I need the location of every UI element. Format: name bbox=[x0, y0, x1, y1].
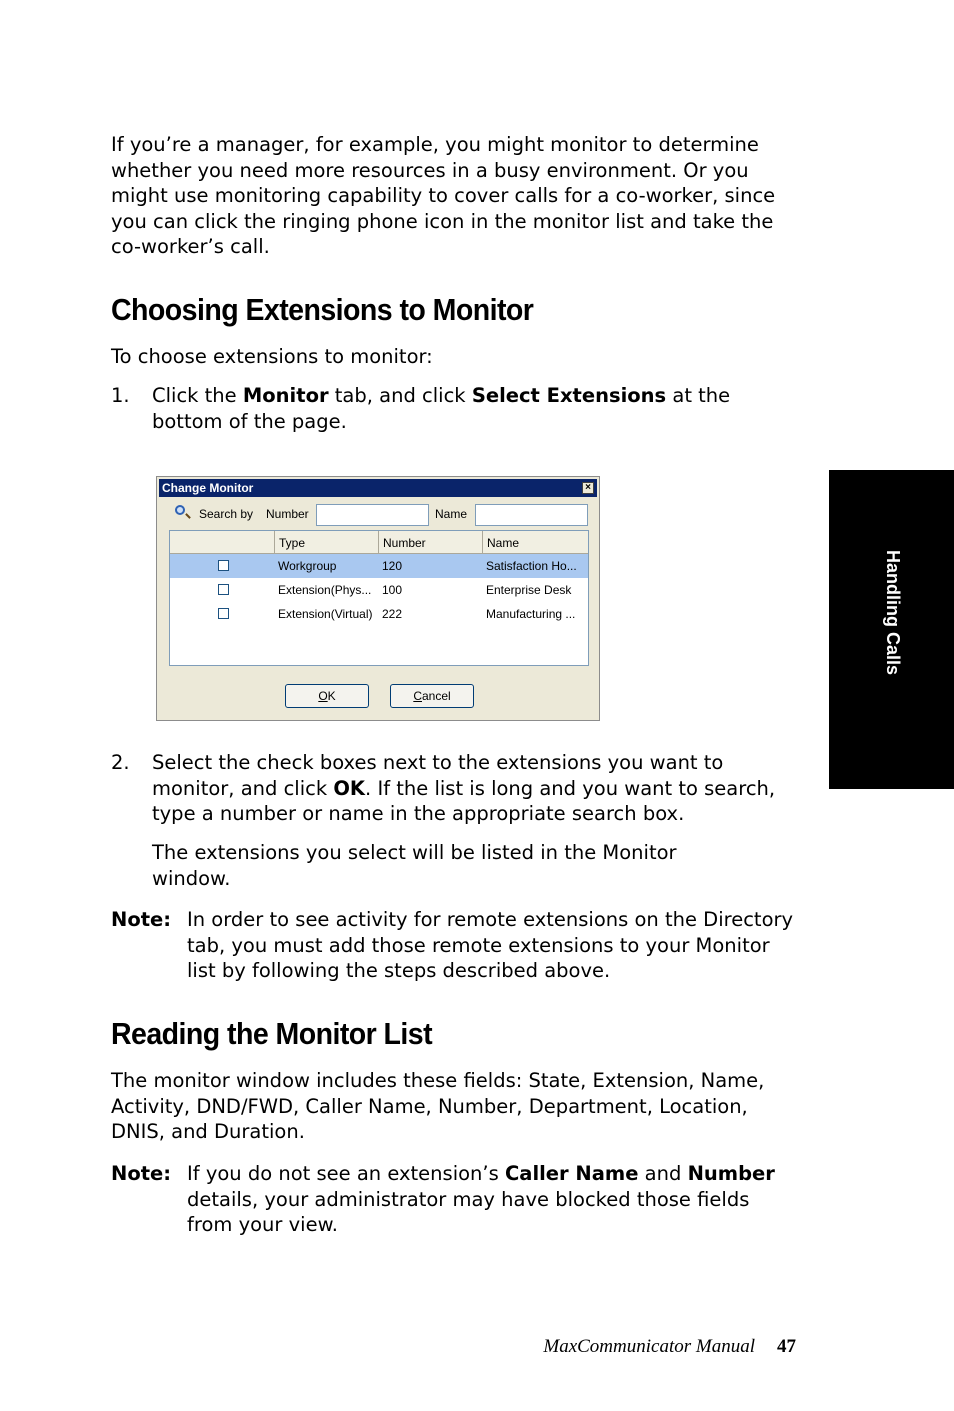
section-2-body: The monitor window includes these fields: State, Extension, Name, Activity, DND/FWD, Caller Name, Number, Department, Location, DNIS, and Duration. bbox=[111, 1069, 765, 1143]
page-footer bbox=[500, 1336, 796, 1358]
row-checkbox[interactable] bbox=[218, 584, 229, 595]
ok-button[interactable]: OK bbox=[285, 684, 369, 708]
column-header-type[interactable]: Type bbox=[274, 531, 378, 553]
note-text: In order to see activity for remote extensions on the Directory tab, you must add those remote extensions to your Monitor list by following the steps described above. bbox=[187, 908, 794, 982]
note-text: If you do not see an extension’s Caller Name and Number details, your administrator may have blocked those fields from your view. bbox=[187, 1162, 775, 1236]
column-header-name[interactable]: Name bbox=[482, 531, 588, 553]
footer-manual-title: MaxCommunicator Manual bbox=[543, 1336, 755, 1357]
section-heading-choosing-extensions: Choosing Extensions to Monitor bbox=[111, 292, 534, 327]
dialog-title-bar bbox=[159, 479, 597, 497]
note-label: Note: bbox=[111, 908, 172, 931]
column-header-number[interactable]: Number bbox=[378, 531, 482, 553]
row-checkbox[interactable] bbox=[218, 560, 229, 571]
number-search-input[interactable] bbox=[316, 504, 429, 526]
step-2-text: Select the check boxes next to the extensions you want to monitor, and click OK. If the list is long and you want to search, type a number or name in the appropriate search box. bbox=[152, 751, 776, 825]
close-icon[interactable]: × bbox=[582, 482, 594, 494]
search-icon bbox=[175, 505, 185, 515]
grid-header bbox=[170, 531, 588, 554]
extensions-grid bbox=[169, 530, 589, 666]
cancel-button[interactable]: Cancel bbox=[390, 684, 474, 708]
number-label: Number bbox=[266, 507, 309, 521]
chapter-side-tab bbox=[829, 470, 954, 789]
section-heading-reading-monitor-list: Reading the Monitor List bbox=[111, 1016, 433, 1051]
step-2-followup: The extensions you select will be listed in the Monitor window. bbox=[152, 841, 677, 890]
row-name: Enterprise Desk bbox=[486, 583, 572, 597]
row-type: Extension(Phys... bbox=[278, 583, 372, 597]
search-by-label: Search by bbox=[199, 507, 254, 521]
change-monitor-dialog bbox=[156, 476, 600, 721]
intro-paragraph: If you’re a manager, for example, you might monitor to determine whether you need more resources in a busy environment. Or you might use monitoring capability to cover calls for a co-worker, since you can click the ringing phone icon in the monitor list and take the co-worker’s call. bbox=[111, 133, 776, 258]
chapter-side-tab-label: Handling Calls bbox=[883, 550, 903, 676]
name-label: Name bbox=[435, 507, 468, 521]
step-number-2: 2. bbox=[111, 751, 130, 774]
row-checkbox[interactable] bbox=[218, 608, 229, 619]
row-number: 120 bbox=[382, 559, 403, 573]
row-type: Workgroup bbox=[278, 559, 337, 573]
row-name: Manufacturing ... bbox=[486, 607, 576, 621]
step-number-1: 1. bbox=[111, 384, 130, 407]
name-search-input[interactable] bbox=[475, 504, 588, 526]
row-type: Extension(Virtual) bbox=[278, 607, 373, 621]
row-number: 222 bbox=[382, 607, 403, 621]
row-name: Satisfaction Ho... bbox=[486, 559, 577, 573]
section-lead: To choose extensions to monitor: bbox=[111, 345, 433, 368]
table-row[interactable] bbox=[170, 602, 588, 626]
table-row[interactable] bbox=[170, 554, 588, 578]
step-1-text: Click the Monitor tab, and click Select Extensions at the bottom of the page. bbox=[152, 384, 731, 433]
page-number: 47 bbox=[777, 1336, 796, 1357]
table-row[interactable] bbox=[170, 578, 588, 602]
dialog-title: Change Monitor bbox=[162, 481, 254, 495]
note-label: Note: bbox=[111, 1162, 172, 1185]
row-number: 100 bbox=[382, 583, 403, 597]
